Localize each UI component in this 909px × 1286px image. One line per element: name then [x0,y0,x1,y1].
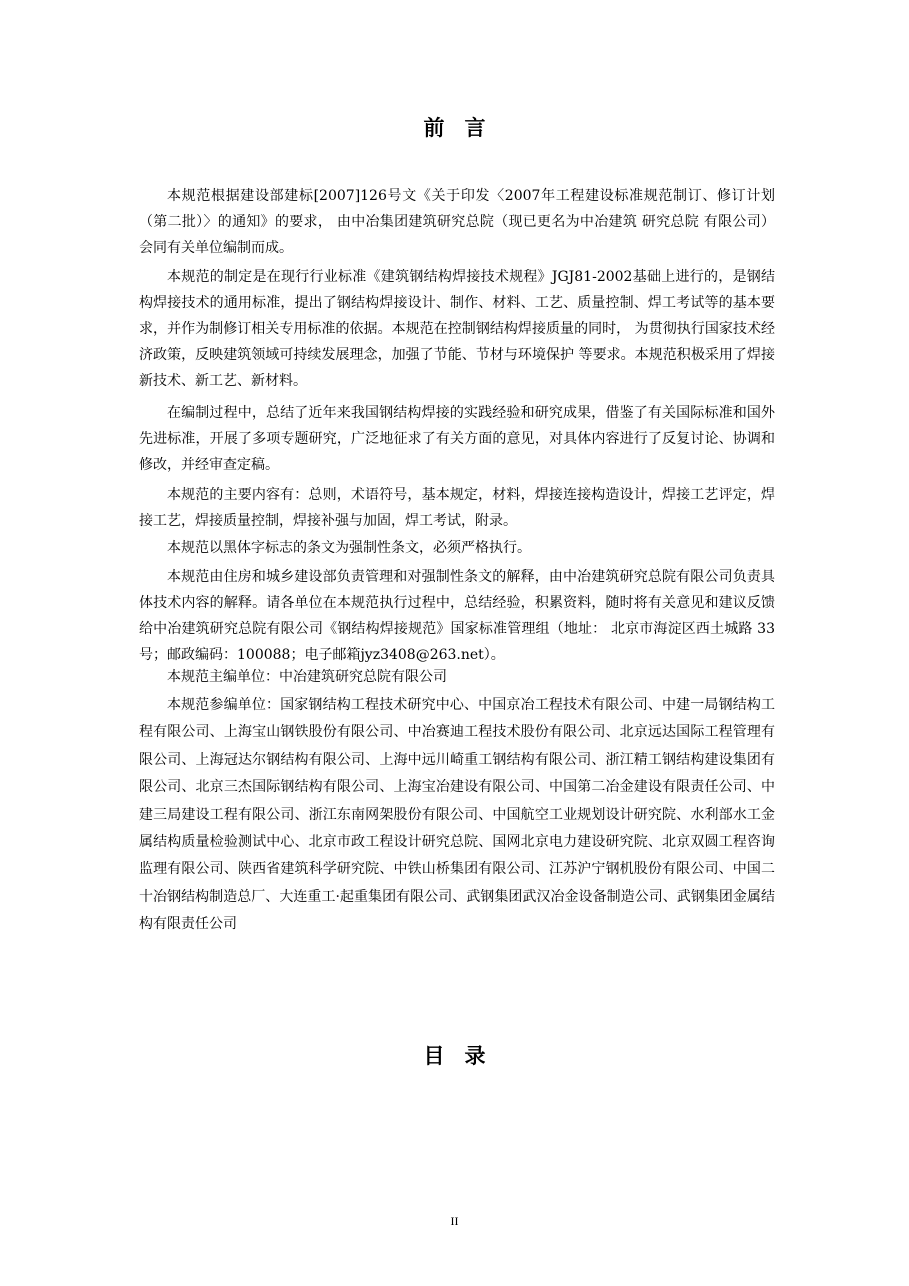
paragraph-process: 在编制过程中，总结了近年来我国钢结构焊接的实践经验和研究成果，借鉴了有关国际标准和国外先进标准，开展了多项专题研究，广泛地征求了有关方面的意见，对具体内容进行了反复讨论、协调和修改，并经审查定稿。 [139,405,775,473]
paragraph-chief-editor: 本规范主编单位：中冶建筑研究总院有限公司 [167,669,447,685]
page-number: II [450,1214,459,1228]
toc-title: 目录 [423,1044,506,1068]
paragraph-basis: 本规范根据建设部建标[2007]126号文《关于印发〈2007年工程建设标准规范制订、修订计划（第二批）〉的通知》的要求， 由中冶集团建筑研究总院（现已更名为中冶建筑 研究总院 有限公司）会同有关单位编制而成。 [139,188,775,256]
page-title: 前言 [423,116,506,140]
paragraph-participants: 本规范参编单位：国家钢结构工程技术研究中心、中国京冶工程技术有限公司、中建一局钢结构工程有限公司、上海宝山钢铁股份有限公司、中冶赛迪工程技术股份有限公司、北京远达国际工程管理有限公司、上海冠达尔钢结构有限公司、上海中远川崎重工钢结构有限公司、浙江精工钢结构建设集团有限公司、北京三杰国际钢结构有限公司、上海宝冶建设有限公司、中国第二冶金建设有限责任公司、中建三局建设工程有限公司、浙江东南网架股份有限公司、中国航空工业规划设计研究院、水利部水工金属结构质量检验测试中心、北京市政工程设计研究总院、国网北京电力建设研究院、北京双圆工程咨询监理有限公司、陕西省建筑科学研究院、中铁山桥集团有限公司、江苏沪宁钢机股份有限公司、中国二十冶钢结构制造总厂、大连重工·起重集团有限公司、武钢集团武汉冶金设备制造公司、武钢集团金属结构有限责任公司 [139,697,775,933]
paragraph-mandatory: 本规范以黑体字标志的条文为强制性条文，必须严格执行。 [167,540,531,556]
paragraph-management: 本规范由住房和城乡建设部负责管理和对强制性条文的解释，由中冶建筑研究总院有限公司负责具体技术内容的解释。请各单位在本规范执行过程中，总结经验，积累资料，随时将有关意见和建议反馈给中冶建筑研究总院有限公司《钢结构焊接规范》国家标准管理组（地址： 北京市海淀区西土城路 33号；邮政编码：100088；电子邮箱jyz3408@263.net）。 [139,569,775,663]
paragraph-formulation: 本规范的制定是在现行行业标准《建筑钢结构焊接技术规程》JGJ81-2002基础上进行的，是钢结构焊接技术的通用标准，提出了钢结构焊接设计、制作、材料、工艺、质量控制、焊工考试等的基本要求，并作为制修订相关专用标准的依据。本规范在控制钢结构焊接质量的同时， 为贯彻执行国家技术经济政策，反映建筑领域可持续发展理念，加强了节能、节材与环境保护 等要求。本规范积极采用了焊接新技术、新工艺、新材料。 [139,269,775,389]
paragraph-contents: 本规范的主要内容有：总则，术语符号，基本规定，材料，焊接连接构造设计，焊接工艺评定，焊接工艺，焊接质量控制，焊接补强与加固，焊工考试，附录。 [139,487,775,529]
